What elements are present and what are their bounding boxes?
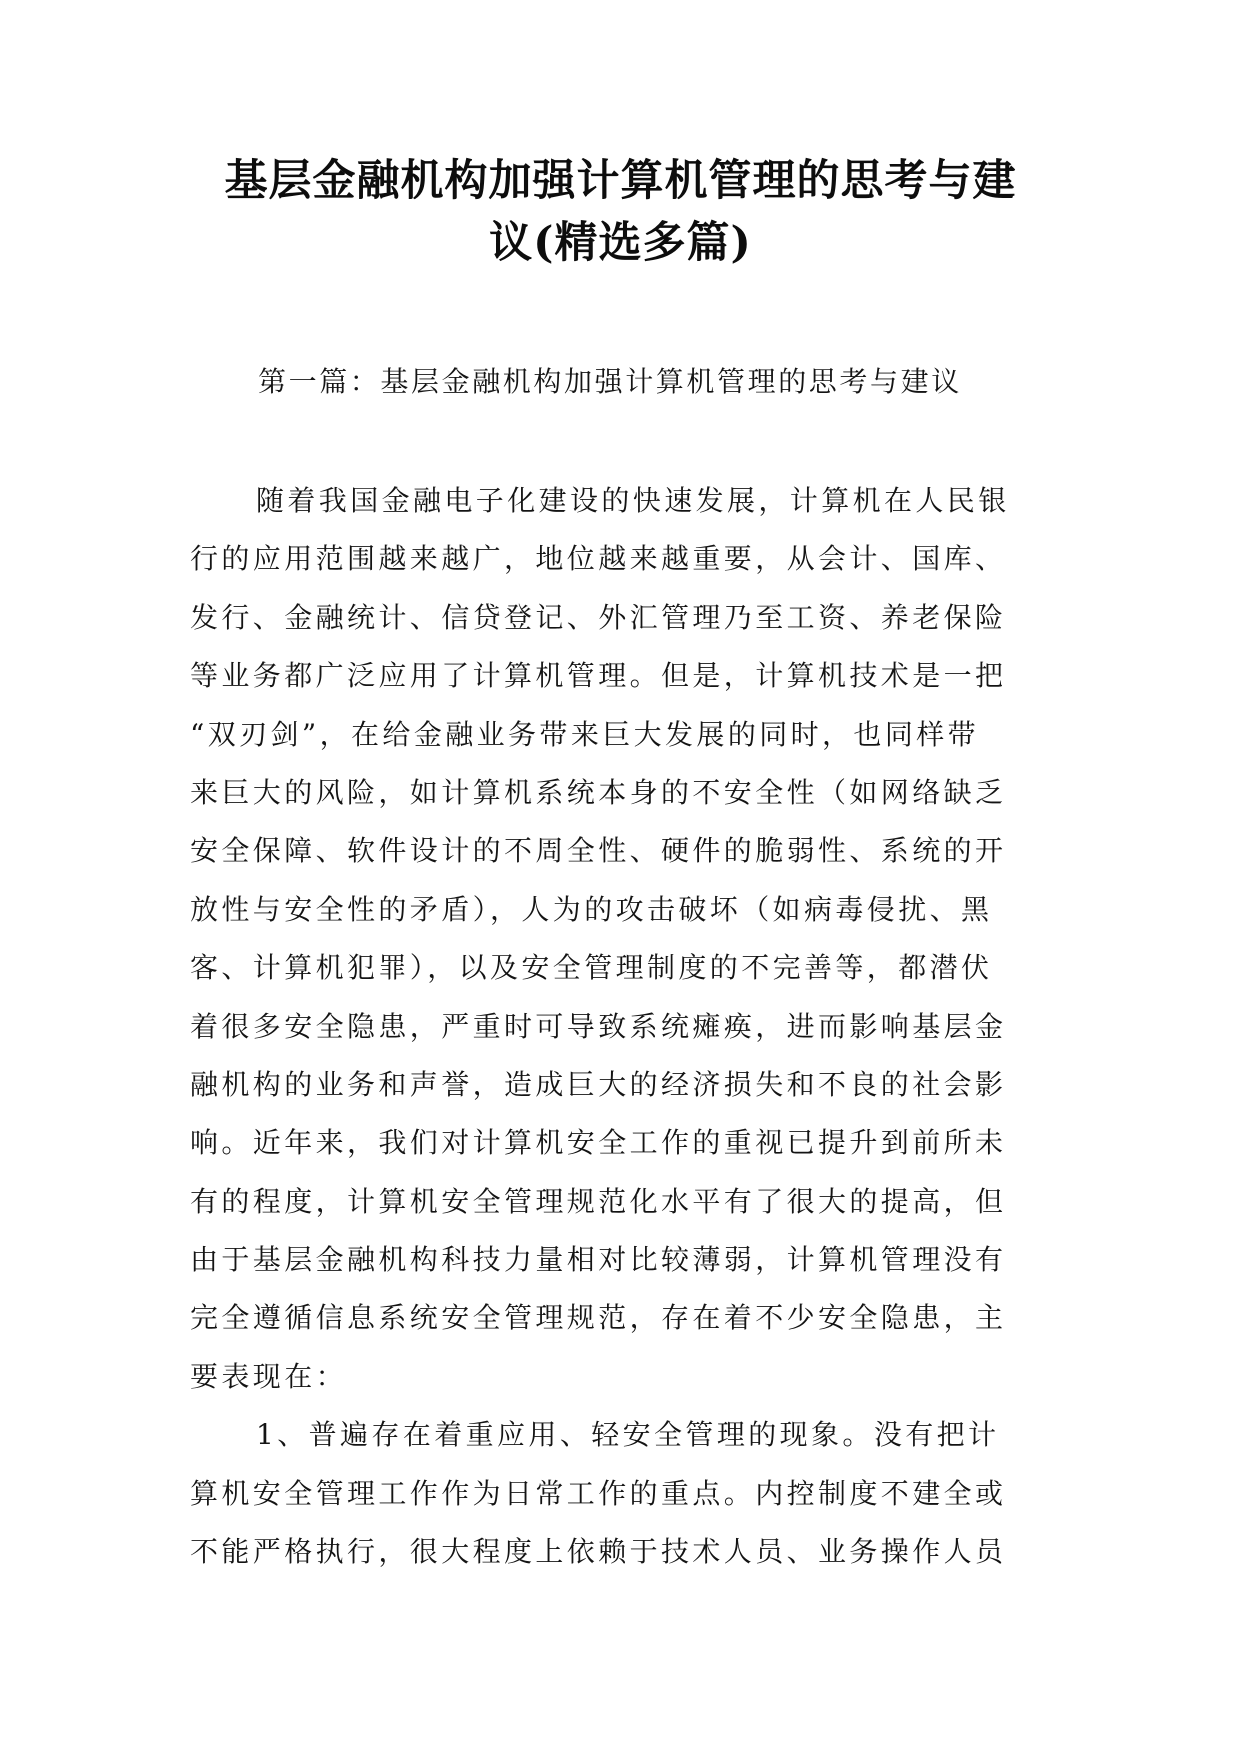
body-line: “双刃剑”，在给金融业务带来巨大发展的同时，也同样带 [190,717,980,751]
body-line: 安全保障、软件设计的不周全性、硬件的脆弱性、系统的开 [190,834,1007,868]
body-line: 由于基层金融机构科技力量相对比较薄弱，计算机管理没有 [190,1243,1007,1277]
body-line: 来巨大的风险，如计算机系统本身的不安全性（如网络缺乏 [190,775,1007,809]
title-line: 议(精选多篇) [489,218,752,268]
title-line: 基层金融机构加强计算机管理的思考与建 [224,156,1017,206]
document-body [190,472,1070,1581]
body-line: 随着我国金融电子化建设的快速发展，计算机在人民银 [256,484,1010,517]
body-line: 响。近年来，我们对计算机安全工作的重视已提升到前所未 [190,1126,1007,1160]
body-line: 要表现在： [190,1359,348,1393]
body-line: 着很多安全隐患，严重时可导致系统瘫痪，进而影响基层金 [190,1009,1007,1043]
body-line: 不能严格执行，很大程度上依赖于技术人员、业务操作人员 [190,1535,1007,1569]
section-heading: 第一篇：基层金融机构加强计算机管理的思考与建议 [258,365,962,398]
body-line: 客、计算机犯罪），以及安全管理制度的不完善等，都潜伏 [190,951,993,985]
body-line: 融机构的业务和声誉，造成巨大的经济损失和不良的社会影 [190,1067,1007,1101]
document-title [150,150,1091,274]
body-line: 发行、金融统计、信贷登记、外汇管理乃至工资、养老保险 [190,600,1007,634]
body-line: 有的程度，计算机安全管理规范化水平有了很大的提高，但 [190,1184,1007,1218]
body-line: 放性与安全性的矛盾），人为的攻击破坏（如病毒侵扰、黑 [190,892,993,926]
body-line: 完全遵循信息系统安全管理规范，存在着不少安全隐患，主 [190,1301,1007,1335]
body-line: 算机安全管理工作作为日常工作的重点。内控制度不建全或 [190,1476,1007,1510]
body-line: 等业务都广泛应用了计算机管理。但是，计算机技术是一把 [190,659,1007,693]
body-line: 1、普遍存在着重应用、轻安全管理的现象。没有把计 [256,1418,1000,1452]
body-line: 行的应用范围越来越广，地位越来越重要，从会计、国库、 [190,542,1007,576]
